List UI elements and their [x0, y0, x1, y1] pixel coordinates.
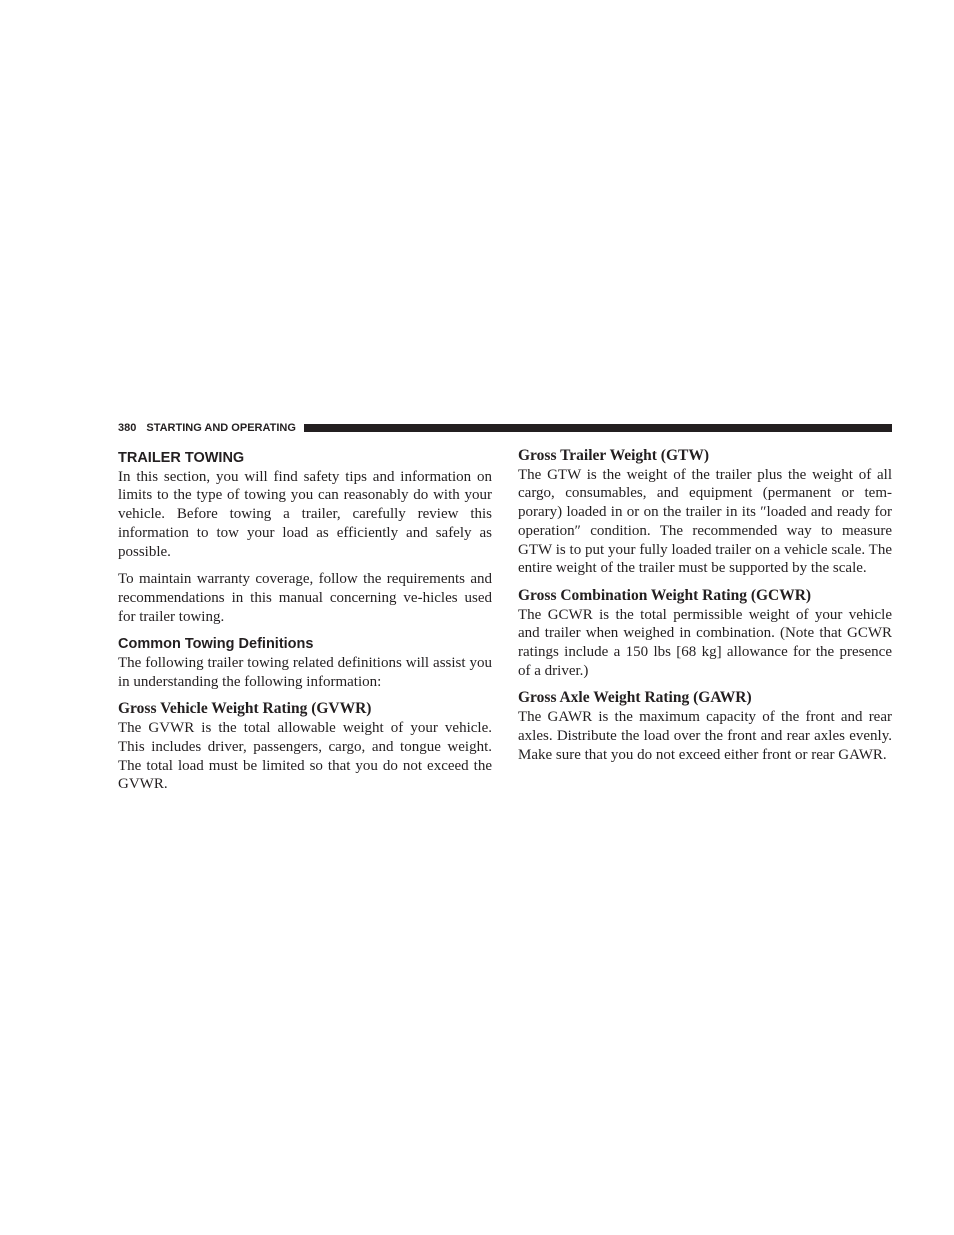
heading-gtw: Gross Trailer Weight (GTW) [518, 447, 710, 464]
heading-trailer-towing: TRAILER TOWING [118, 450, 245, 466]
page-header [118, 419, 892, 437]
section-title: STARTING AND OPERATING [146, 422, 296, 434]
header-rule [304, 424, 892, 432]
paragraph-gcwr: The GCWR is the total permissible weight of your vehicle and trailer when weighed in combination. (Note that GCWR ratings include a 150 lbs [68 kg] allowance for the presence of a driver.) [518, 606, 892, 679]
paragraph-definitions-intro: The following trailer towing related definitions will assist you in understanding the following information: [118, 655, 492, 690]
left-column [118, 447, 492, 803]
right-column [518, 447, 892, 773]
paragraph-intro: In this section, you will find safety tips and information on limits to the type of towing you can reasonably do with your vehicle. Before towing a trailer, carefully review this information to tow your load as efficiently and safely as possible. [118, 468, 492, 560]
paragraph-gvwr: The GVWR is the total allowable weight of your vehicle. This includes driver, passengers, cargo, and tongue weight. The total load must be limited so that you do not exceed the GVWR. [118, 720, 492, 793]
heading-common-definitions: Common Towing Definitions [118, 636, 314, 653]
heading-gawr: Gross Axle Weight Rating (GAWR) [518, 689, 752, 707]
heading-gcwr: Gross Combination Weight Rating (GCWR) [518, 586, 812, 604]
heading-gvwr: Gross Vehicle Weight Rating (GVWR) [118, 700, 372, 718]
paragraph-gtw: The GTW is the weight of the trailer plus the weight of all cargo, consumables, and equipment (permanent or tem-porary) loaded in or on the trailer in its ″loaded and ready for operation″ condition. The recommended way to measure GTW is to put your fully loaded trailer on a vehicle scale. The entire weight of the trailer must be supported by the scale. [518, 466, 892, 577]
paragraph-warranty: To maintain warranty coverage, follow the requirements and recommendations in this manual concerning ve-hicles used for trailer towing. [118, 571, 492, 625]
page-number: 380 [118, 422, 137, 434]
paragraph-gawr: The GAWR is the maximum capacity of the front and rear axles. Distribute the load over the front and rear axles evenly. Make sure that you do not exceed either front or rear GAWR. [518, 709, 892, 763]
